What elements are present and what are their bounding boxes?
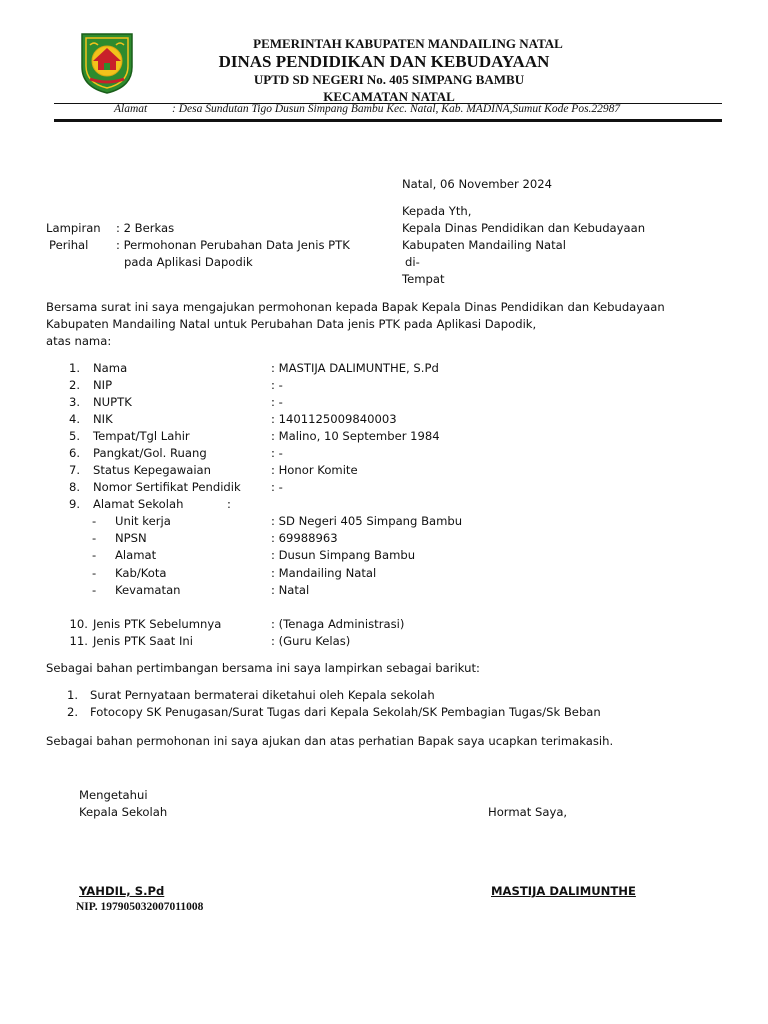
respectfully-label: Hormat Saya,	[488, 805, 568, 819]
field-label: Status Kepegawaian	[93, 463, 212, 477]
lampiran-label: Lampiran	[46, 221, 101, 235]
field-number: 2.	[68, 378, 80, 392]
list-bullet: -	[92, 548, 97, 562]
field-number: 10.	[69, 617, 88, 631]
school-address-colon: :	[227, 497, 231, 511]
recipient-greeting: Kepada Yth,	[402, 204, 472, 218]
ptk-previous-value: : (Tenaga Administrasi)	[271, 617, 405, 631]
field-value: : MASTIJA DALIMUNTHE, S.Pd	[271, 361, 439, 375]
list-bullet: -	[92, 566, 97, 580]
school-field-label: Kab/Kota	[115, 566, 167, 580]
field-number: 11.	[69, 634, 88, 648]
intro-line-3: atas nama:	[46, 334, 112, 348]
header-divider-thick	[54, 119, 722, 122]
field-label: NIP	[93, 378, 113, 392]
principal-title: Kepala Sekolah	[79, 805, 168, 819]
school-field-label: Unit kerja	[115, 514, 171, 528]
applicant-name: MASTIJA DALIMUNTHE	[491, 884, 636, 898]
field-number: 6.	[68, 446, 80, 460]
field-value: : Malino, 10 September 1984	[271, 429, 440, 443]
list-bullet: -	[92, 583, 97, 597]
field-value: : 1401125009840003	[271, 412, 397, 426]
field-label: Tempat/Tgl Lahir	[93, 429, 190, 443]
ptk-current-value: : (Guru Kelas)	[271, 634, 351, 648]
field-number: 7.	[68, 463, 80, 477]
principal-nip: NIP. 197905032007011008	[76, 901, 204, 913]
ptk-current-label: Jenis PTK Saat Ini	[93, 634, 193, 648]
field-number: 5.	[68, 429, 80, 443]
field-label: Nama	[93, 361, 128, 375]
perihal-value-continued: pada Aplikasi Dapodik	[124, 255, 253, 269]
field-number: 3.	[68, 395, 80, 409]
attachment-item: Fotocopy SK Penugasan/Surat Tugas dari Kepala Sekolah/SK Pembagian Tugas/Sk Beban	[90, 705, 601, 719]
list-bullet: -	[92, 514, 97, 528]
school-field-label: Kevamatan	[115, 583, 181, 597]
field-number: 4.	[68, 412, 80, 426]
closing-paragraph: Sebagai bahan permohonan ini saya ajukan dan atas perhatian Bapak saya ucapkan terimakasih.	[46, 734, 614, 748]
field-label: Nomor Sertifikat Pendidik	[93, 480, 241, 494]
school-field-value: : Mandailing Natal	[271, 566, 377, 580]
field-number: 8.	[68, 480, 80, 494]
department-title: DINAS PENDIDIKAN DAN KEBUDAYAAN	[218, 52, 550, 71]
field-value: : -	[271, 378, 283, 392]
field-value: : -	[271, 480, 283, 494]
government-title: PEMERINTAH KABUPATEN MANDAILING NATAL	[253, 36, 563, 51]
field-label: Pangkat/Gol. Ruang	[93, 446, 207, 460]
field-label: NUPTK	[93, 395, 132, 409]
field-value: : -	[271, 446, 283, 460]
address-label: Alamat	[114, 103, 148, 115]
letter-date: Natal, 06 November 2024	[402, 177, 552, 191]
perihal-label: Perihal	[49, 238, 89, 252]
attachment-number: 1.	[66, 688, 78, 702]
school-field-label: NPSN	[115, 531, 147, 545]
attachment-number: 2.	[66, 705, 78, 719]
field-number: 9.	[68, 497, 80, 511]
school-field-value: : SD Negeri 405 Simpang Bambu	[271, 514, 463, 528]
field-value: : -	[271, 395, 283, 409]
field-number: 1.	[68, 361, 80, 375]
school-address-label: Alamat Sekolah	[93, 497, 184, 511]
district-title: KECAMATAN NATAL	[323, 89, 455, 104]
principal-name: YAHDIL, S.Pd	[79, 884, 165, 898]
attachments-intro: Sebagai bahan pertimbangan bersama ini saya lampirkan sebagai barikut:	[46, 661, 480, 675]
address-value: : Desa Sundutan Tigo Dusun Simpang Bambu Kec. Natal, Kab. MADINA,Sumut Kode Pos.22987	[172, 103, 621, 115]
recipient-title: Kepala Dinas Pendidikan dan Kebudayaan	[402, 221, 646, 235]
field-label: NIK	[93, 412, 113, 426]
intro-line-2: Kabupaten Mandailing Natal untuk Perubahan Data jenis PTK pada Aplikasi Dapodik,	[46, 317, 537, 331]
school-field-value: : 69988963	[271, 531, 338, 545]
attachment-item: Surat Pernyataan bermaterai diketahui oleh Kepala sekolah	[90, 688, 435, 702]
intro-line-1: Bersama surat ini saya mengajukan permohonan kepada Bapak Kepala Dinas Pendidikan dan Kebudayaan	[46, 300, 665, 314]
recipient-regency: Kabupaten Mandailing Natal	[402, 238, 567, 252]
lampiran-value: : 2 Berkas	[116, 221, 175, 235]
recipient-place: Tempat	[402, 272, 445, 286]
perihal-value: : Permohonan Perubahan Data Jenis PTK	[116, 238, 350, 252]
field-value: : Honor Komite	[271, 463, 358, 477]
school-field-value: : Natal	[271, 583, 310, 597]
recipient-at: di-	[405, 255, 420, 269]
school-field-value: : Dusun Simpang Bambu	[271, 548, 416, 562]
school-title: UPTD SD NEGERI No. 405 SIMPANG BAMBU	[253, 72, 525, 87]
school-field-label: Alamat	[115, 548, 157, 562]
ptk-previous-label: Jenis PTK Sebelumnya	[93, 617, 222, 631]
acknowledged-label: Mengetahui	[79, 788, 148, 802]
list-bullet: -	[92, 531, 97, 545]
